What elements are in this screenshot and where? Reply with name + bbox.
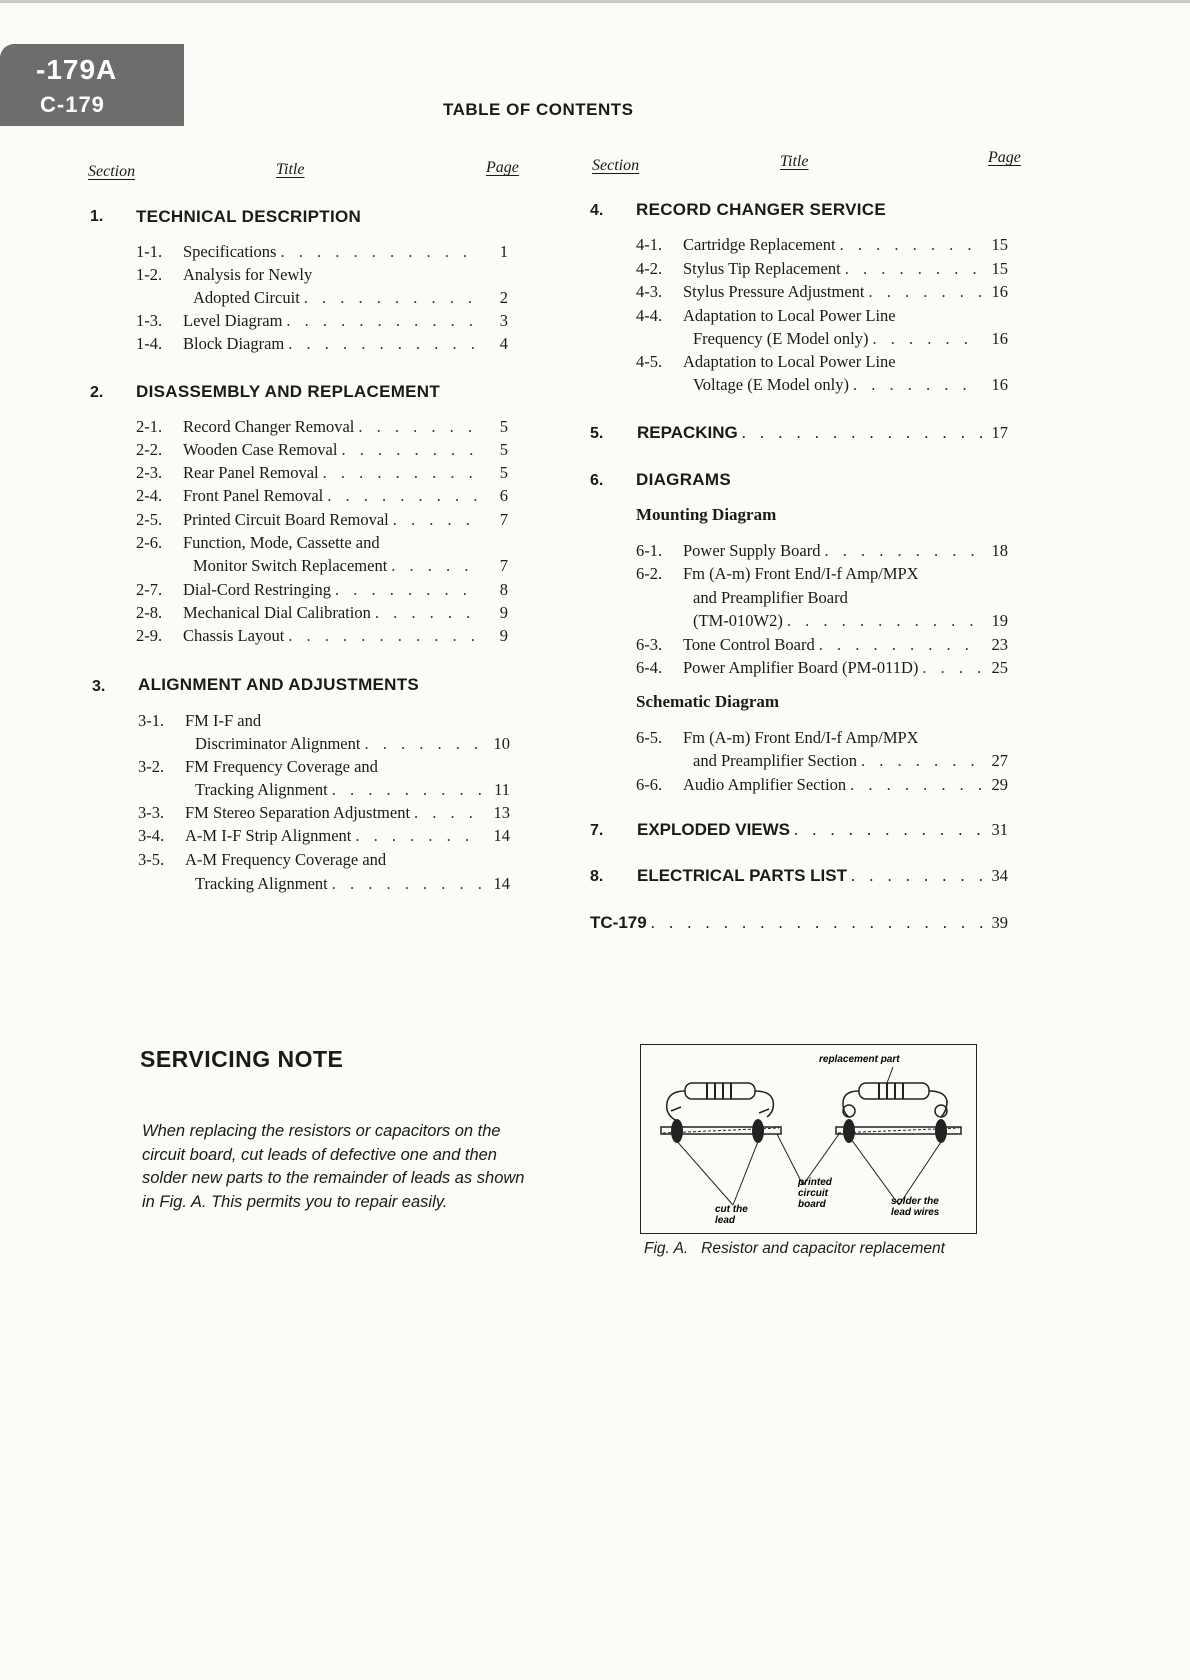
entry-title: Block Diagram <box>183 334 285 353</box>
toc-entry-4-4-line1[interactable] <box>636 305 896 327</box>
entry-number: 3-2. <box>138 757 165 776</box>
model-tag <box>0 44 184 126</box>
entry-page: 5 <box>499 440 508 459</box>
mounting-diagram-heading: Mounting Diagram <box>636 505 777 524</box>
toc-tc-179[interactable] <box>590 911 1008 935</box>
entry-page: 39 <box>991 913 1008 932</box>
toc-entry-4-2[interactable] <box>636 258 1008 280</box>
toc-entry-6-3[interactable] <box>636 634 1008 656</box>
model-line-1: -179A <box>36 54 118 85</box>
entry-title: Fm (A-m) Front End/I-f Amp/MPX <box>683 564 919 583</box>
entry-title: Analysis for Newly <box>183 265 313 284</box>
entry-number: 6-2. <box>636 564 663 583</box>
figure-caption-text: Resistor and capacitor replacement <box>701 1240 945 1257</box>
dot-leader <box>391 555 482 577</box>
toc-entry-3-1-line1[interactable] <box>138 710 261 732</box>
left-col-page-head: Page <box>486 159 519 176</box>
section-number: 8. <box>590 868 604 885</box>
dot-leader <box>840 234 982 256</box>
dot-leader <box>393 509 482 531</box>
entry-title: FM Frequency Coverage and <box>185 757 378 776</box>
entry-page: 16 <box>991 282 1008 301</box>
entry-page: 3 <box>499 311 508 330</box>
dot-leader <box>327 485 482 507</box>
toc-entry-2-8[interactable] <box>136 602 508 624</box>
entry-page: 16 <box>991 329 1008 348</box>
toc-entry-3-2[interactable] <box>138 779 510 801</box>
dot-leader <box>851 864 988 888</box>
entry-title: Front Panel Removal <box>183 486 324 505</box>
toc-entry-3-1[interactable] <box>138 733 510 755</box>
section-title: EXPLODED VIEWS <box>637 820 791 839</box>
dot-leader <box>332 873 484 895</box>
toc-entry-2-5[interactable] <box>136 509 508 531</box>
entry-title-cont: and Preamplifier Board <box>693 588 848 607</box>
figure-label-cut-the: cut the <box>715 1204 748 1215</box>
entry-title: Power Amplifier Board (PM-011D) <box>683 658 919 677</box>
entry-title: Rear Panel Removal <box>183 463 319 482</box>
entry-page: 7 <box>499 556 508 575</box>
section-title: ELECTRICAL PARTS LIST <box>637 866 847 885</box>
left-col-section-head: Section <box>88 163 136 180</box>
entry-number: 2-4. <box>136 486 163 505</box>
section-title: TC-179 <box>590 913 647 932</box>
entry-title-cont: Frequency (E Model only) <box>693 329 869 348</box>
entry-number: 1-3. <box>136 311 163 330</box>
entry-page: 2 <box>499 288 508 307</box>
entry-number: 6-5. <box>636 728 663 747</box>
entry-title: Record Changer Removal <box>183 417 355 436</box>
servicing-note-heading: SERVICING NOTE <box>140 1046 344 1072</box>
entry-title: FM Stereo Separation Adjustment <box>185 803 411 822</box>
toc-entry-1-1[interactable] <box>136 241 508 263</box>
figure-label-lead: lead <box>715 1215 736 1226</box>
toc-entry-2-6[interactable] <box>136 555 508 577</box>
servicing-line: When replacing the resistors or capacitors on the <box>142 1122 501 1140</box>
entry-page: 9 <box>499 626 508 645</box>
toc-entry-4-4[interactable] <box>636 328 1008 350</box>
toc-entry-3-3[interactable] <box>138 802 510 824</box>
section-number: 6. <box>590 472 604 489</box>
entry-number: 6-3. <box>636 635 663 654</box>
toc-entry-2-6-line1[interactable] <box>136 532 380 554</box>
entry-number: 2-6. <box>136 533 163 552</box>
dot-leader <box>819 634 982 656</box>
toc-entry-4-5[interactable] <box>636 374 1008 396</box>
dot-leader <box>922 657 982 679</box>
toc-entry-3-2-line1[interactable] <box>138 756 378 778</box>
entry-page: 1 <box>499 242 508 261</box>
entry-page: 25 <box>991 658 1008 677</box>
toc-title: TABLE OF CONTENTS <box>443 100 634 119</box>
left-col-title-head: Title <box>276 161 305 178</box>
toc-entry-6-2-line1[interactable] <box>636 563 919 585</box>
entry-page: 13 <box>493 803 510 822</box>
section-number: 7. <box>590 822 604 839</box>
entry-number: 6-4. <box>636 658 663 677</box>
toc-entry-6-5-line1[interactable] <box>636 727 919 749</box>
dot-leader <box>850 774 982 796</box>
entry-number: 3-3. <box>138 803 165 822</box>
entry-title-cont: (TM-010W2) <box>693 611 783 630</box>
entry-number: 2-1. <box>136 417 163 436</box>
entry-title-cont: Discriminator Alignment <box>195 734 361 753</box>
dot-leader <box>825 540 983 562</box>
entry-title: FM I-F and <box>185 711 262 730</box>
toc-entry-2-2[interactable] <box>136 439 508 461</box>
entry-title: Level Diagram <box>183 311 283 330</box>
entry-number: 3-5. <box>138 850 165 869</box>
entry-page: 5 <box>499 463 508 482</box>
toc-entry-3-5[interactable] <box>138 873 510 895</box>
section-title: RECORD CHANGER SERVICE <box>636 200 886 219</box>
entry-page: 27 <box>991 751 1008 770</box>
entry-title-cont: Adopted Circuit <box>193 288 300 307</box>
dot-leader <box>873 328 983 350</box>
entry-number: 2-8. <box>136 603 163 622</box>
section-number: 3. <box>92 678 106 695</box>
toc-entry-6-1[interactable] <box>636 540 1008 562</box>
entry-title: Adaptation to Local Power Line <box>683 352 896 371</box>
entry-number: 2-7. <box>136 580 163 599</box>
toc-entry-6-2-line2[interactable] <box>693 587 848 609</box>
entry-title: Function, Mode, Cassette and <box>183 533 380 552</box>
entry-title-cont: Monitor Switch Replacement <box>193 556 388 575</box>
toc-entry-2-1[interactable] <box>136 416 508 438</box>
entry-page: 23 <box>991 635 1008 654</box>
dot-leader <box>869 281 982 303</box>
toc-entry-6-6[interactable] <box>636 774 1008 796</box>
entry-page: 7 <box>499 510 508 529</box>
dot-leader <box>358 416 482 438</box>
dot-leader <box>304 287 482 309</box>
toc-section-8[interactable] <box>590 864 1008 888</box>
entry-number: 4-4. <box>636 306 663 325</box>
toc-entry-2-3[interactable] <box>136 462 508 484</box>
entry-number: 1-1. <box>136 242 163 261</box>
entry-number: 3-1. <box>138 711 165 730</box>
entry-number: 4-1. <box>636 235 663 254</box>
entry-page: 14 <box>493 874 510 893</box>
right-col-section-head: Section <box>592 157 640 174</box>
entry-page: 17 <box>991 423 1008 442</box>
entry-title: Tone Control Board <box>683 635 815 654</box>
entry-title: Specifications <box>183 242 277 261</box>
figure-label-solder-the: solder the <box>891 1196 939 1207</box>
dot-leader <box>853 374 982 396</box>
dot-leader <box>335 579 482 601</box>
entry-page: 4 <box>499 334 508 353</box>
servicing-line: solder new parts to the remainder of leads as shown <box>142 1169 525 1187</box>
dot-leader <box>845 258 982 280</box>
servicing-note-body <box>142 1120 582 1214</box>
section-title: TECHNICAL DESCRIPTION <box>136 207 362 226</box>
figure-label-replacement-part: replacement part <box>819 1054 900 1065</box>
entry-page: 8 <box>499 580 508 599</box>
dot-leader <box>286 310 482 332</box>
page-top-border <box>0 0 1190 3</box>
section-title: REPACKING <box>637 423 738 442</box>
dot-leader <box>651 911 988 935</box>
dot-leader <box>280 241 482 263</box>
entry-number: 2-5. <box>136 510 163 529</box>
dot-leader <box>787 610 982 632</box>
entry-page: 15 <box>991 259 1008 278</box>
toc-entry-1-2-line1[interactable] <box>136 264 312 286</box>
dot-leader <box>414 802 484 824</box>
entry-title-cont: and Preamplifier Section <box>693 751 858 770</box>
entry-title: A-M Frequency Coverage and <box>185 850 387 869</box>
schematic-diagram-heading: Schematic Diagram <box>636 692 780 711</box>
toc-entry-2-7[interactable] <box>136 579 508 601</box>
entry-page: 10 <box>493 734 510 753</box>
servicing-line: circuit board, cut leads of defective one and then <box>142 1145 497 1164</box>
dot-leader <box>288 333 482 355</box>
entry-title-cont: Tracking Alignment <box>195 874 328 893</box>
entry-title: Chassis Layout <box>183 626 285 645</box>
entry-number: 4-2. <box>636 259 663 278</box>
dot-leader <box>332 779 484 801</box>
dot-leader <box>794 818 987 842</box>
entry-number: 6-1. <box>636 541 663 560</box>
entry-title: Stylus Tip Replacement <box>683 259 841 278</box>
figure-label-board: board <box>798 1199 826 1210</box>
entry-number: 6-6. <box>636 775 663 794</box>
toc-entry-2-9[interactable] <box>136 625 508 647</box>
entry-title: Stylus Pressure Adjustment <box>683 282 865 301</box>
dot-leader <box>288 625 482 647</box>
entry-page: 5 <box>499 417 508 436</box>
servicing-line: in Fig. A. This permits you to repair easily. <box>142 1192 448 1211</box>
toc-entry-6-5[interactable] <box>636 750 1008 772</box>
entry-page: 9 <box>499 603 508 622</box>
entry-page: 11 <box>494 780 510 799</box>
entry-number: 2-9. <box>136 626 163 645</box>
entry-title: Dial-Cord Restringing <box>183 580 332 599</box>
replacement-resistor <box>843 1067 947 1143</box>
resistor-replacement-diagram <box>641 1045 976 1233</box>
entry-title: Cartridge Replacement <box>683 235 836 254</box>
toc-entry-4-1[interactable] <box>636 234 1008 256</box>
section-number: 2. <box>90 384 104 401</box>
section-number: 1. <box>90 208 104 225</box>
toc-entry-2-4[interactable] <box>136 485 508 507</box>
entry-number: 2-3. <box>136 463 163 482</box>
dot-leader <box>742 421 988 445</box>
entry-number: 1-2. <box>136 265 163 284</box>
entry-page: 31 <box>991 820 1008 839</box>
dot-leader <box>375 602 482 624</box>
toc-entry-1-4[interactable] <box>136 333 508 355</box>
entry-title: Fm (A-m) Front End/I-f Amp/MPX <box>683 728 919 747</box>
entry-title: Printed Circuit Board Removal <box>183 510 389 529</box>
figure-label-circuit: circuit <box>798 1188 829 1199</box>
section-title: ALIGNMENT AND ADJUSTMENTS <box>138 675 420 694</box>
entry-title: Wooden Case Removal <box>183 440 338 459</box>
entry-title: A-M I-F Strip Alignment <box>185 826 352 845</box>
entry-number: 4-3. <box>636 282 663 301</box>
toc-section-7[interactable] <box>590 818 1008 842</box>
toc-section-5[interactable] <box>590 421 1008 445</box>
figure-label-printed: printed <box>798 1177 832 1188</box>
toc-entry-1-3[interactable] <box>136 310 508 332</box>
entry-number: 3-4. <box>138 826 165 845</box>
toc-entry-3-4[interactable] <box>138 825 510 847</box>
toc-entry-4-3[interactable] <box>636 281 1008 303</box>
entry-title: Power Supply Board <box>683 541 821 560</box>
figure-caption-label: Fig. A. <box>644 1240 689 1257</box>
dot-leader <box>364 733 484 755</box>
figure-label-lead-wires: lead wires <box>891 1207 940 1218</box>
figure-caption <box>644 1240 945 1258</box>
entry-title: Adaptation to Local Power Line <box>683 306 896 325</box>
dot-leader <box>341 439 482 461</box>
toc-entry-6-4[interactable] <box>636 657 1008 679</box>
model-line-2: C-179 <box>40 92 105 117</box>
entry-page: 34 <box>991 866 1008 885</box>
entry-page: 14 <box>493 826 510 845</box>
section-title: DIAGRAMS <box>636 470 731 489</box>
entry-title: Mechanical Dial Calibration <box>183 603 371 622</box>
right-col-page-head: Page <box>988 149 1021 166</box>
right-col-title-head: Title <box>780 153 809 170</box>
toc-entry-1-2[interactable] <box>136 287 508 309</box>
entry-page: 6 <box>499 486 508 505</box>
section-title: DISASSEMBLY AND REPLACEMENT <box>136 382 441 401</box>
figure-a <box>640 1044 977 1234</box>
toc-entry-6-2[interactable] <box>636 610 1008 632</box>
entry-title-cont: Voltage (E Model only) <box>693 375 849 394</box>
dot-leader <box>323 462 482 484</box>
entry-number: 2-2. <box>136 440 163 459</box>
entry-title: Audio Amplifier Section <box>683 775 847 794</box>
entry-page: 15 <box>991 235 1008 254</box>
entry-number: 4-5. <box>636 352 663 371</box>
entry-number: 1-4. <box>136 334 163 353</box>
toc-entry-4-5-line1[interactable] <box>636 351 896 373</box>
section-number: 4. <box>590 202 604 219</box>
entry-page: 16 <box>991 375 1008 394</box>
entry-page: 18 <box>991 541 1008 560</box>
toc-entry-3-5-line1[interactable] <box>138 849 386 871</box>
dot-leader <box>355 825 484 847</box>
section-number: 5. <box>590 425 604 442</box>
entry-title-cont: Tracking Alignment <box>195 780 328 799</box>
entry-page: 19 <box>991 611 1008 630</box>
dot-leader <box>861 750 982 772</box>
entry-page: 29 <box>991 775 1008 794</box>
